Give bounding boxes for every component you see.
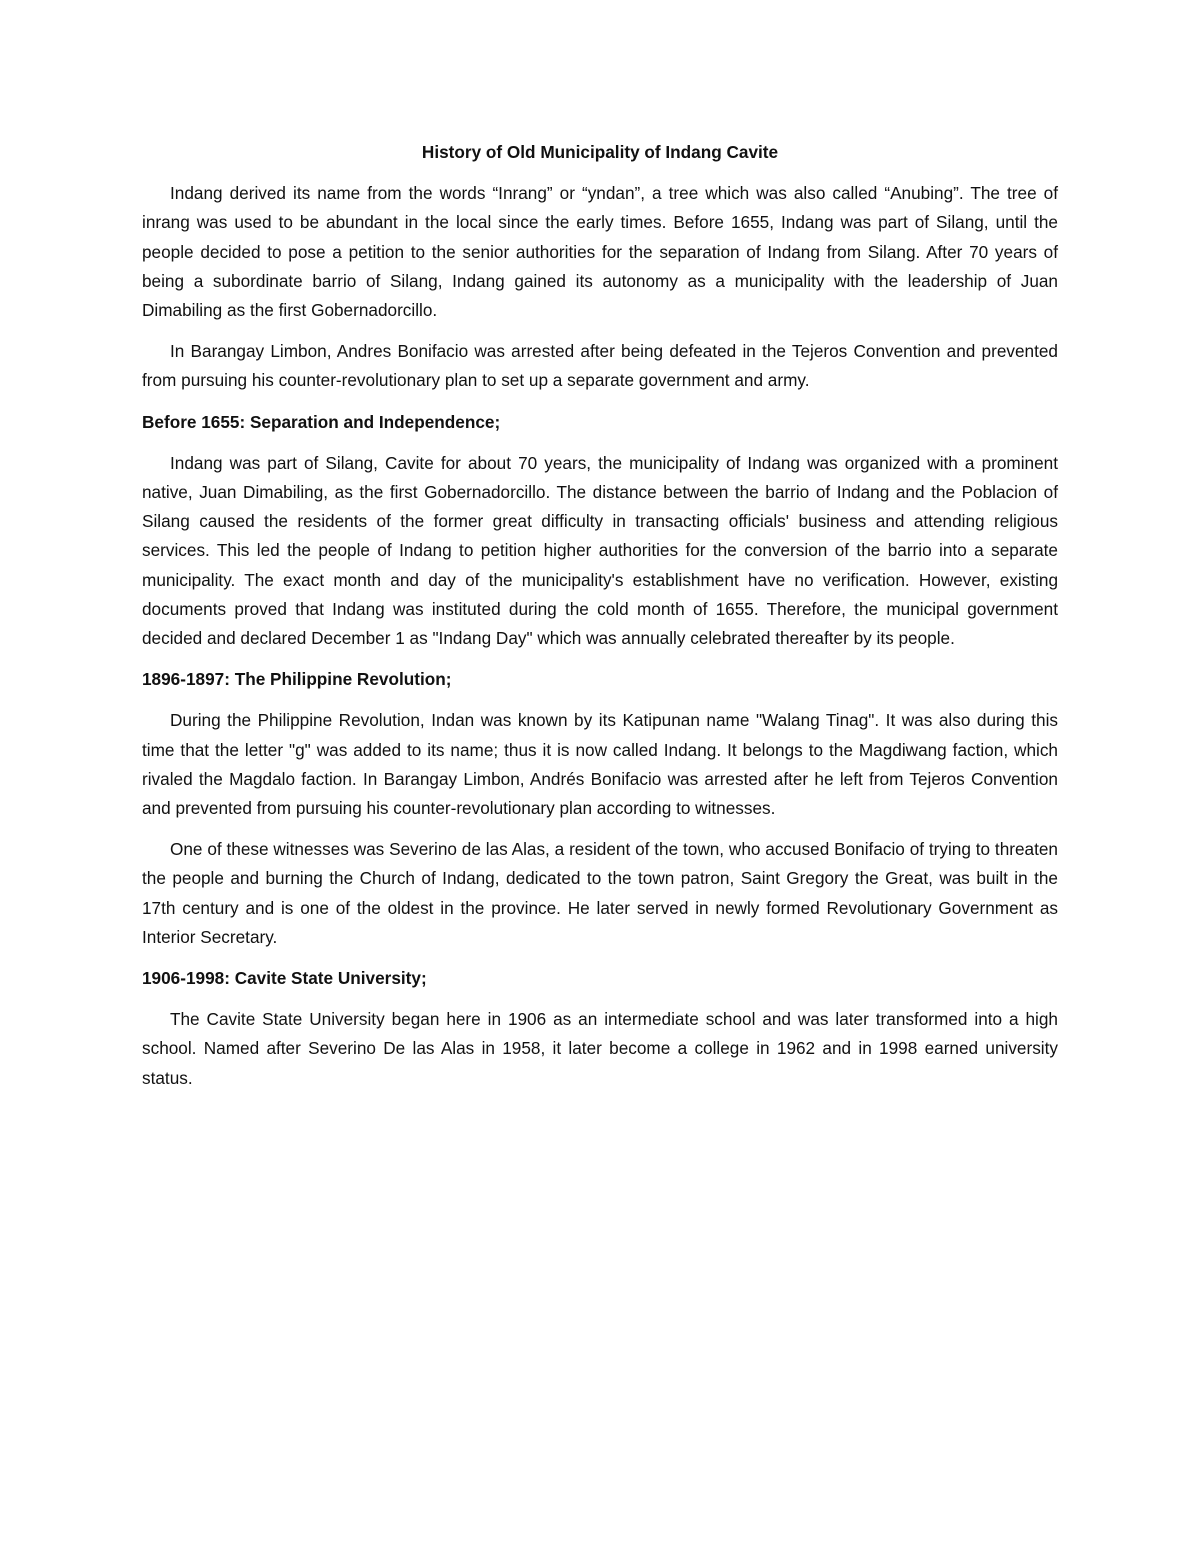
intro-paragraph: Indang derived its name from the words “Inrang” or “yndan”, a tree which was also called “Anubing”. The tree of inrang was used to be abundant in the local since the early times. Before 1655, Indang was part of Silang, until the people decided to pose a petition to the senior authorities for the separation of Indang from Silang. After 70 years of being a subordinate barrio of Silang, Indang gained its autonomy as a municipality with the leadership of Juan Dimabiling as the first Gobernadorcillo. [142, 183, 1058, 321]
document-page [142, 138, 1058, 1105]
section-paragraph: The Cavite State University began here in 1906 as an intermediate school and was later transformed into a high school. Named after Severino De las Alas in 1958, it later become a college in 1962 and in 1998 earned university status. [142, 1009, 1058, 1088]
section-paragraph: One of these witnesses was Severino de las Alas, a resident of the town, who accused Bonifacio of trying to threaten the people and burning the Church of Indang, dedicated to the town patron, Saint Gregory the Great, was built in the 17th century and is one of the oldest in the province. He later served in newly formed Revolutionary Government as Interior Secretary. [142, 839, 1058, 947]
section-paragraph: During the Philippine Revolution, Indan was known by its Katipunan name "Walang Tinag". It was also during this time that the letter "g" was added to its name; thus it is now called Indang. It belongs to the Magdiwang faction, which rivaled the Magdalo faction. In Barangay Limbon, Andrés Bonifacio was arrested after he left from Tejeros Convention and prevented from pursuing his counter-revolutionary plan according to witnesses. [142, 710, 1058, 819]
intro-paragraph: In Barangay Limbon, Andres Bonifacio was arrested after being defeated in the Tejeros Convention and prevented from pursuing his counter-revolutionary plan to set up a separate government and army. [142, 341, 1058, 391]
section-heading: 1896-1897: The Philippine Revolution; [142, 669, 452, 690]
section-paragraph: Indang was part of Silang, Cavite for about 70 years, the municipality of Indang was organized with a prominent native, Juan Dimabiling, as the first Gobernadorcillo. The distance between the barrio of Indang and the Poblacion of Silang caused the residents of the former great difficulty in transacting officials' business and attending religious services. This led the people of Indang to petition higher authorities for the conversion of the barrio into a separate municipality. The exact month and day of the municipality's establishment have no verification. However, existing documents proved that Indang was instituted during the cold month of 1655. Therefore, the municipal government decided and declared December 1 as "Indang Day" which was annually celebrated thereafter by its people. [142, 452, 1058, 649]
document-title: History of Old Municipality of Indang Cavite [421, 142, 779, 162]
section-heading: 1906-1998: Cavite State University; [142, 968, 427, 989]
section-heading: Before 1655: Separation and Independence; [142, 411, 501, 432]
